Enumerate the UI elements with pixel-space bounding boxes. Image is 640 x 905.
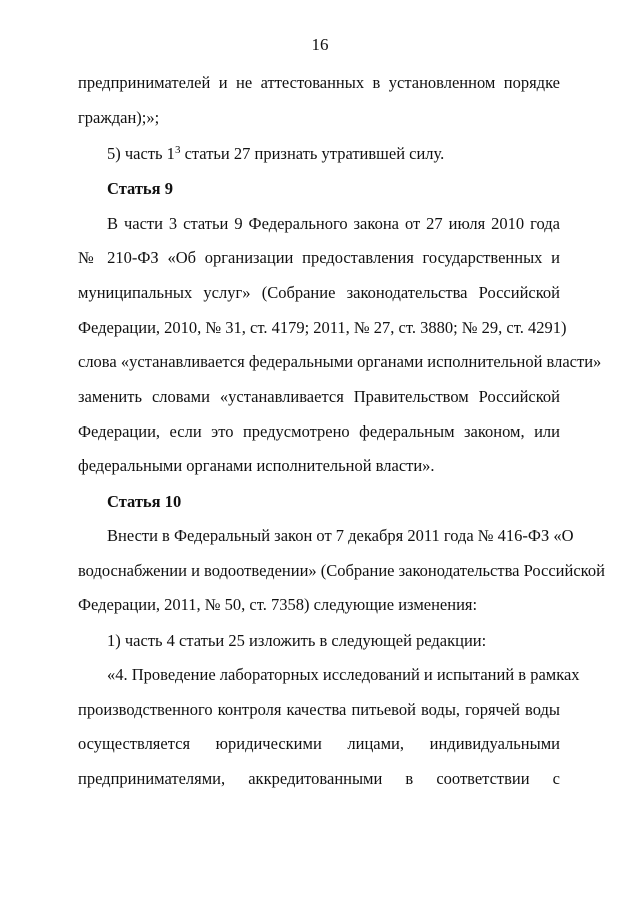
- text-line: 1) часть 4 статьи 25 изложить в следующей редакции:: [107, 631, 487, 650]
- text-line: осуществляется юридическими лицами, индивидуальными: [78, 734, 560, 753]
- text-line: предпринимателями, аккредитованными в соответствии с: [78, 769, 560, 788]
- text-line: заменить словами «устанавливается Правительством Российской: [78, 387, 560, 406]
- text-fragment: статьи 27 признать утратившей силу.: [180, 144, 445, 163]
- superscript: 3: [174, 144, 181, 156]
- text-line: Федерации, если это предусмотрено федеральным законом, или: [78, 422, 560, 441]
- text-line: предпринимателей и не аттестованных в установленном порядке: [78, 73, 560, 92]
- text-line: производственного контроля качества питьевой воды, горячей воды: [78, 700, 560, 719]
- text-line: муниципальных услуг» (Собрание законодательства Российской: [78, 283, 560, 302]
- text-line: граждан);»;: [78, 108, 160, 127]
- text-line: водоснабжении и водоотведении» (Собрание законодательства Российской: [78, 561, 605, 580]
- text-line: Внести в Федеральный закон от 7 декабря 2011 года № 416-ФЗ «О: [107, 526, 574, 545]
- text-line: федеральными органами исполнительной власти».: [78, 456, 435, 475]
- text-line: [107, 143, 560, 165]
- article-heading: Статья 9: [107, 179, 173, 198]
- text-line: № 210-ФЗ «Об организации предоставления государственных и: [78, 248, 560, 267]
- page-number: 16: [311, 35, 329, 54]
- text-line: «4. Проведение лабораторных исследований и испытаний в рамках: [107, 665, 580, 684]
- text-line: Федерации, 2010, № 31, ст. 4179; 2011, № 27, ст. 3880; № 29, ст. 4291): [78, 318, 567, 337]
- article-heading: Статья 10: [107, 492, 182, 511]
- text-line: В части 3 статьи 9 Федерального закона от 27 июля 2010 года: [107, 214, 560, 233]
- text-line: Федерации, 2011, № 50, ст. 7358) следующие изменения:: [78, 595, 478, 614]
- text-fragment: 5) часть 1: [107, 144, 175, 163]
- text-line: слова «устанавливается федеральными органами исполнительной власти»: [78, 352, 602, 371]
